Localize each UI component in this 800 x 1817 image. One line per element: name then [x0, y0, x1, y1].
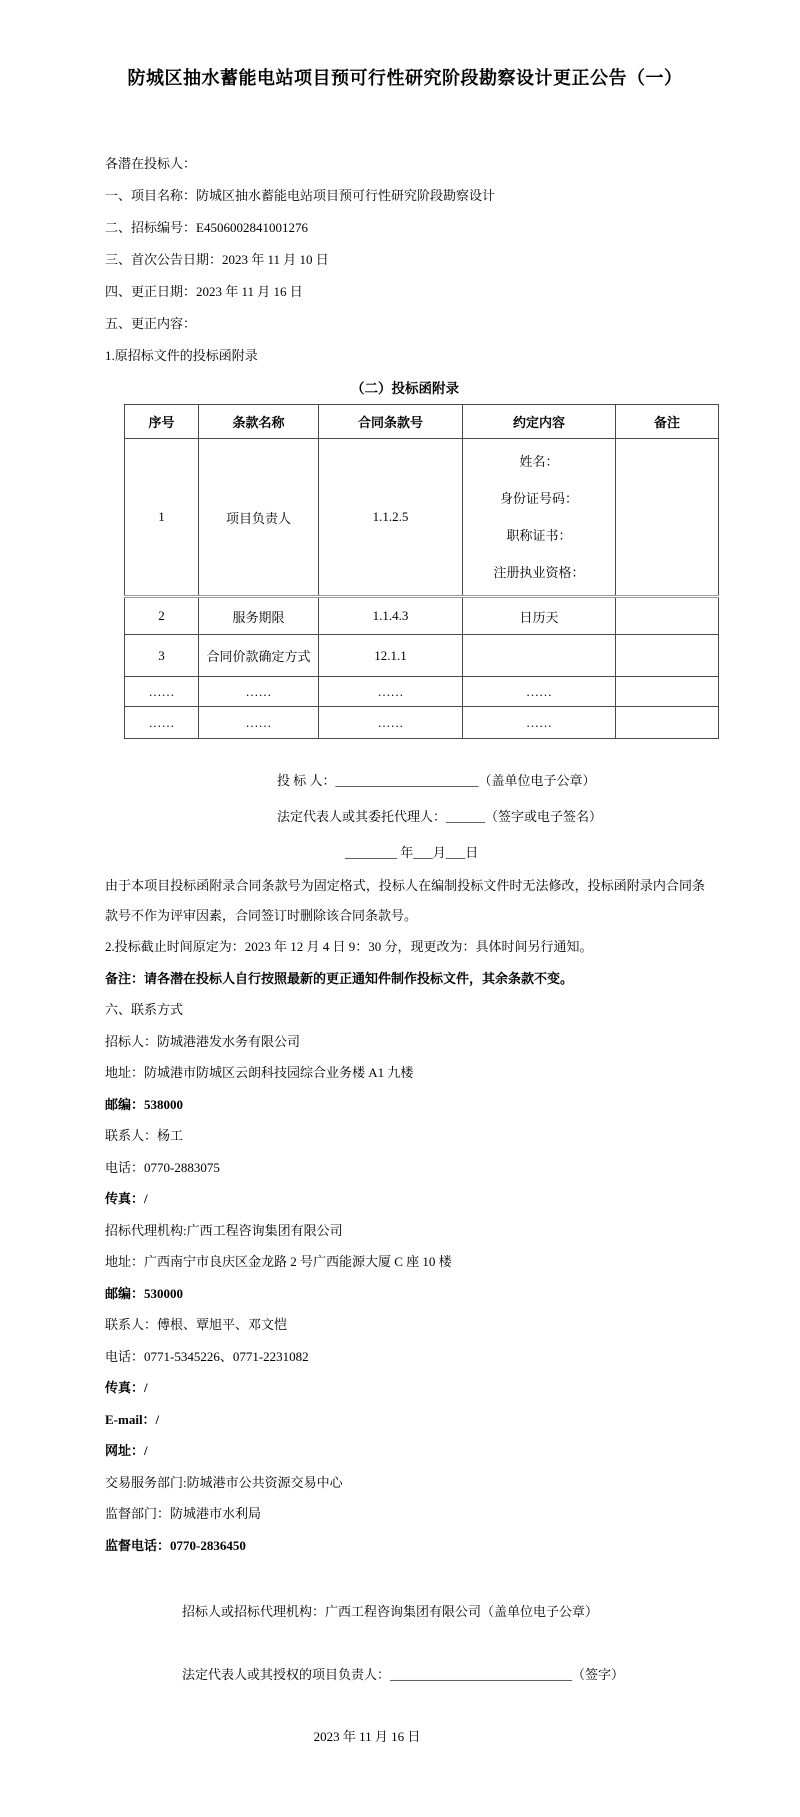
cell-agreed-content: …… — [463, 677, 616, 707]
table-row-ellipsis — [125, 707, 719, 739]
contact-line-contact-person: 联系人：杨工 — [105, 1128, 184, 1143]
header-cell-seq: 序号 — [125, 405, 199, 439]
header-cell-remarks: 备注 — [616, 405, 719, 439]
contact-line-agency-postcode: 邮编：530000 — [105, 1285, 184, 1301]
content-line-registered-qualification: 注册执业资格： — [493, 565, 585, 580]
intro-line-correction-date: 四、更正日期：2023 年 11 月 16 日 — [105, 284, 303, 299]
contact-line-website: 网址：/ — [105, 1443, 148, 1458]
contact-section-heading: 六、联系方式 — [105, 1002, 184, 1017]
cell-seq: …… — [125, 707, 199, 739]
signature-date-line: ________ 年___月___日 — [345, 845, 479, 860]
page-title: 防城区抽水蓄能电站项目预可行性研究阶段勘察设计更正公告（一） — [127, 68, 683, 88]
cell-contract-clause-no: 12.1.1 — [319, 635, 463, 677]
cell-clause-name: …… — [199, 707, 319, 739]
contact-line-trading-service-dept: 交易服务部门:防城港市公共资源交易中心 — [105, 1474, 343, 1490]
table-caption: （二）投标函附录 — [351, 381, 459, 396]
table-row — [125, 597, 719, 635]
header-cell-contract-clause-no: 合同条款号 — [319, 405, 463, 439]
contact-line-supervision-phone: 监督电话：0770-2836450 — [105, 1537, 246, 1553]
cell-clause-name: 服务期限 — [199, 597, 319, 635]
representative-signature-line: 法定代表人或其委托代理人：______（签字或电子签名） — [277, 809, 603, 824]
cell-remarks — [616, 439, 719, 597]
remark-paragraph: 备注：请各潜在投标人自行按照最新的更正通知件制作投标文件，其余条款不变。 — [105, 970, 574, 986]
contact-line-agency-fax: 传真：/ — [105, 1380, 148, 1395]
table-header-row — [125, 405, 719, 439]
intro-line-original-appendix: 1.原招标文件的投标函附录 — [105, 348, 258, 363]
cell-remarks — [616, 597, 719, 635]
contact-line-fax: 传真：/ — [105, 1191, 148, 1206]
contact-line-postcode: 邮编：538000 — [105, 1096, 184, 1112]
contact-section — [105, 1026, 705, 1562]
table-row — [125, 439, 719, 597]
bidder-signature-block — [277, 763, 705, 871]
content-line-name: 姓名： — [519, 454, 559, 469]
cell-seq: 2 — [125, 597, 199, 635]
contact-line-agency-contacts: 联系人：傅根、覃旭平、邓文恺 — [105, 1317, 288, 1332]
cell-remarks — [616, 677, 719, 707]
cell-remarks — [616, 707, 719, 739]
cell-seq: 1 — [125, 439, 199, 597]
contact-line-supervision-dept: 监督部门：防城港市水利局 — [105, 1506, 262, 1521]
content-line-id-number: 身份证号码： — [499, 491, 578, 506]
contact-line-agency-address: 地址：广西南宁市良庆区金龙路 2 号广西能源大厦 C 座 10 楼 — [105, 1254, 452, 1269]
intro-line-tender-number: 二、招标编号：E4506002841001276 — [105, 220, 308, 235]
bidder-signature-line: 投 标 人：______________________（盖单位电子公章） — [277, 773, 596, 788]
cell-remarks — [616, 635, 719, 677]
cell-seq: 3 — [125, 635, 199, 677]
document-date: 2023 年 11 月 16 日 — [313, 1729, 421, 1744]
contact-line-address: 地址：防城港市防城区云朗科技园综合业务楼 A1 九楼 — [105, 1065, 414, 1080]
cell-agreed-content — [463, 635, 616, 677]
cell-contract-clause-no: 1.1.2.5 — [319, 439, 463, 597]
cell-contract-clause-no: …… — [319, 707, 463, 739]
contact-line-phone: 电话：0770-2883075 — [105, 1159, 220, 1175]
contact-line-agency: 招标代理机构:广西工程咨询集团有限公司 — [105, 1222, 343, 1238]
contact-line-email: E-mail：/ — [105, 1411, 160, 1427]
cell-agreed-content: …… — [463, 707, 616, 739]
intro-line-correction-content: 五、更正内容： — [105, 316, 197, 331]
cell-contract-clause-no: 1.1.4.3 — [319, 597, 463, 635]
intro-line-first-announcement-date: 三、首次公告日期：2023 年 11 月 10 日 — [105, 252, 329, 267]
intro-line-project-name: 一、项目名称：防城区抽水蓄能电站项目预可行性研究阶段勘察设计 — [105, 188, 496, 203]
cell-clause-name: …… — [199, 677, 319, 707]
contact-line-agency-phone: 电话：0771-5345226、0771-2231082 — [105, 1348, 309, 1364]
cell-clause-name: 项目负责人 — [199, 439, 319, 597]
cell-agreed-content — [463, 439, 616, 597]
contact-line-tenderer: 招标人：防城港港发水务有限公司 — [105, 1033, 301, 1049]
content-line-title-certificate: 职称证书： — [506, 528, 572, 543]
cell-contract-clause-no: …… — [319, 677, 463, 707]
footer-signature-block — [105, 1596, 705, 1753]
intro-line-addressees: 各潜在投标人： — [105, 156, 197, 171]
header-cell-agreed-content: 约定内容 — [463, 405, 616, 439]
footer-agency-seal-line: 招标人或招标代理机构：广西工程咨询集团有限公司（盖单位电子公章） — [182, 1604, 599, 1619]
header-cell-clause-name: 条款名称 — [199, 405, 319, 439]
table-row — [125, 635, 719, 677]
cell-clause-name: 合同价款确定方式 — [199, 635, 319, 677]
footer-representative-signature-line: 法定代表人或其授权的项目负责人：____________________________（签字） — [182, 1666, 625, 1682]
fixed-format-note-paragraph: 由于本项目投标函附录合同条款号为固定格式，投标人在编制投标文件时无法修改，投标函附录内合同条款号不作为评审因素，合同签订时删除该合同条款号。 — [105, 878, 705, 923]
intro-section — [105, 148, 705, 372]
deadline-change-paragraph: 2.投标截止时间原定为：2023 年 12 月 4 日 9：30 分，现更改为：具体时间另行通知。 — [105, 939, 593, 954]
cell-seq: …… — [125, 677, 199, 707]
cell-agreed-content: 日历天 — [463, 597, 616, 635]
bid-appendix-table — [124, 404, 719, 739]
table-row-ellipsis — [125, 677, 719, 707]
